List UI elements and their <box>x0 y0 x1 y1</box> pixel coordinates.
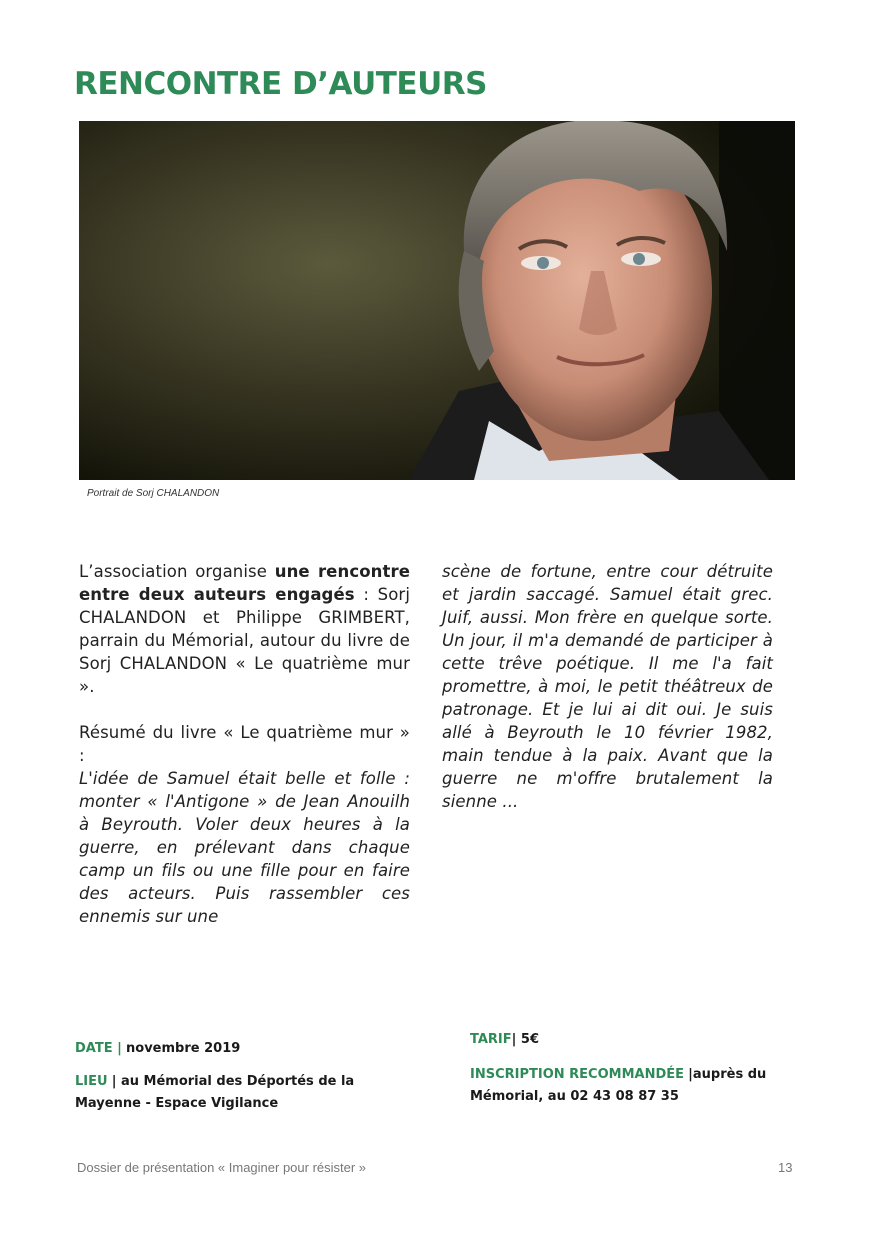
summary-quote-left <box>79 767 410 928</box>
price-label: TARIF <box>470 1032 512 1047</box>
intro-highlight: une rencontre entre deux auteurs engagés <box>79 562 410 604</box>
location-info <box>75 1071 365 1115</box>
date-info <box>75 1038 375 1060</box>
page-title: RENCONTRE D’AUTEURS <box>74 66 487 102</box>
registration-label: INSCRIPTION RECOMMANDÉE <box>470 1067 685 1082</box>
summary-quote-left-text: L'idée de Samuel était belle et folle : monter « l'Antigone » de Jean Anouilh à Beyrouth. Voler deux heures à la guerre, en prélevant dans chaque camp un fils ou une fille pour en faire des acteurs. Puis rassembler ces ennemis sur une <box>79 769 410 926</box>
intro-text-start: L’association organise <box>79 562 275 581</box>
location-label: LIEU <box>75 1074 108 1089</box>
text-column-left <box>79 560 410 928</box>
registration-info <box>470 1064 780 1108</box>
text-column-right <box>442 560 773 813</box>
page-number: 13 <box>778 1160 793 1175</box>
author-portrait-photo <box>79 121 795 480</box>
summary-quote-right-text: scène de fortune, entre cour détruite et jardin saccagé. Samuel était grec. Juif, aussi. Mon frère en quelque sorte. Un jour, il m'a demandé de participer à cette trêve poétique. Il me l'a fait promettre, à moi, le petit théâtreux de patronage. Et je lui ai dit oui. Je suis allé à Beyrouth le 10 février 1982, main tendue à la paix. Avant que la guerre ne m'offre brutalement la sienne ... <box>442 562 773 811</box>
intro-text-end: : Sorj CHALANDON et Philippe GRIMBERT, parrain du Mémorial, autour du livre de Sorj CHALANDON « Le quatrième mur ». <box>79 585 410 696</box>
intro-paragraph <box>79 560 410 698</box>
location-value: | au Mémorial des Déportés de la Mayenne - Espace Vigilance <box>75 1074 355 1111</box>
footer-document-title: Dossier de présentation « Imaginer pour résister » <box>77 1160 367 1175</box>
summary-quote-right <box>442 560 773 813</box>
summary-heading: Résumé du livre « Le quatrième mur » : <box>79 723 410 765</box>
photo-caption: Portrait de Sorj CHALANDON <box>87 488 220 499</box>
price-info <box>470 1029 770 1051</box>
date-value: novembre 2019 <box>126 1041 241 1056</box>
price-value: | 5€ <box>511 1032 540 1047</box>
date-label: DATE | <box>75 1041 122 1056</box>
registration-value: |auprès du Mémorial, au 02 43 08 87 35 <box>470 1067 767 1104</box>
